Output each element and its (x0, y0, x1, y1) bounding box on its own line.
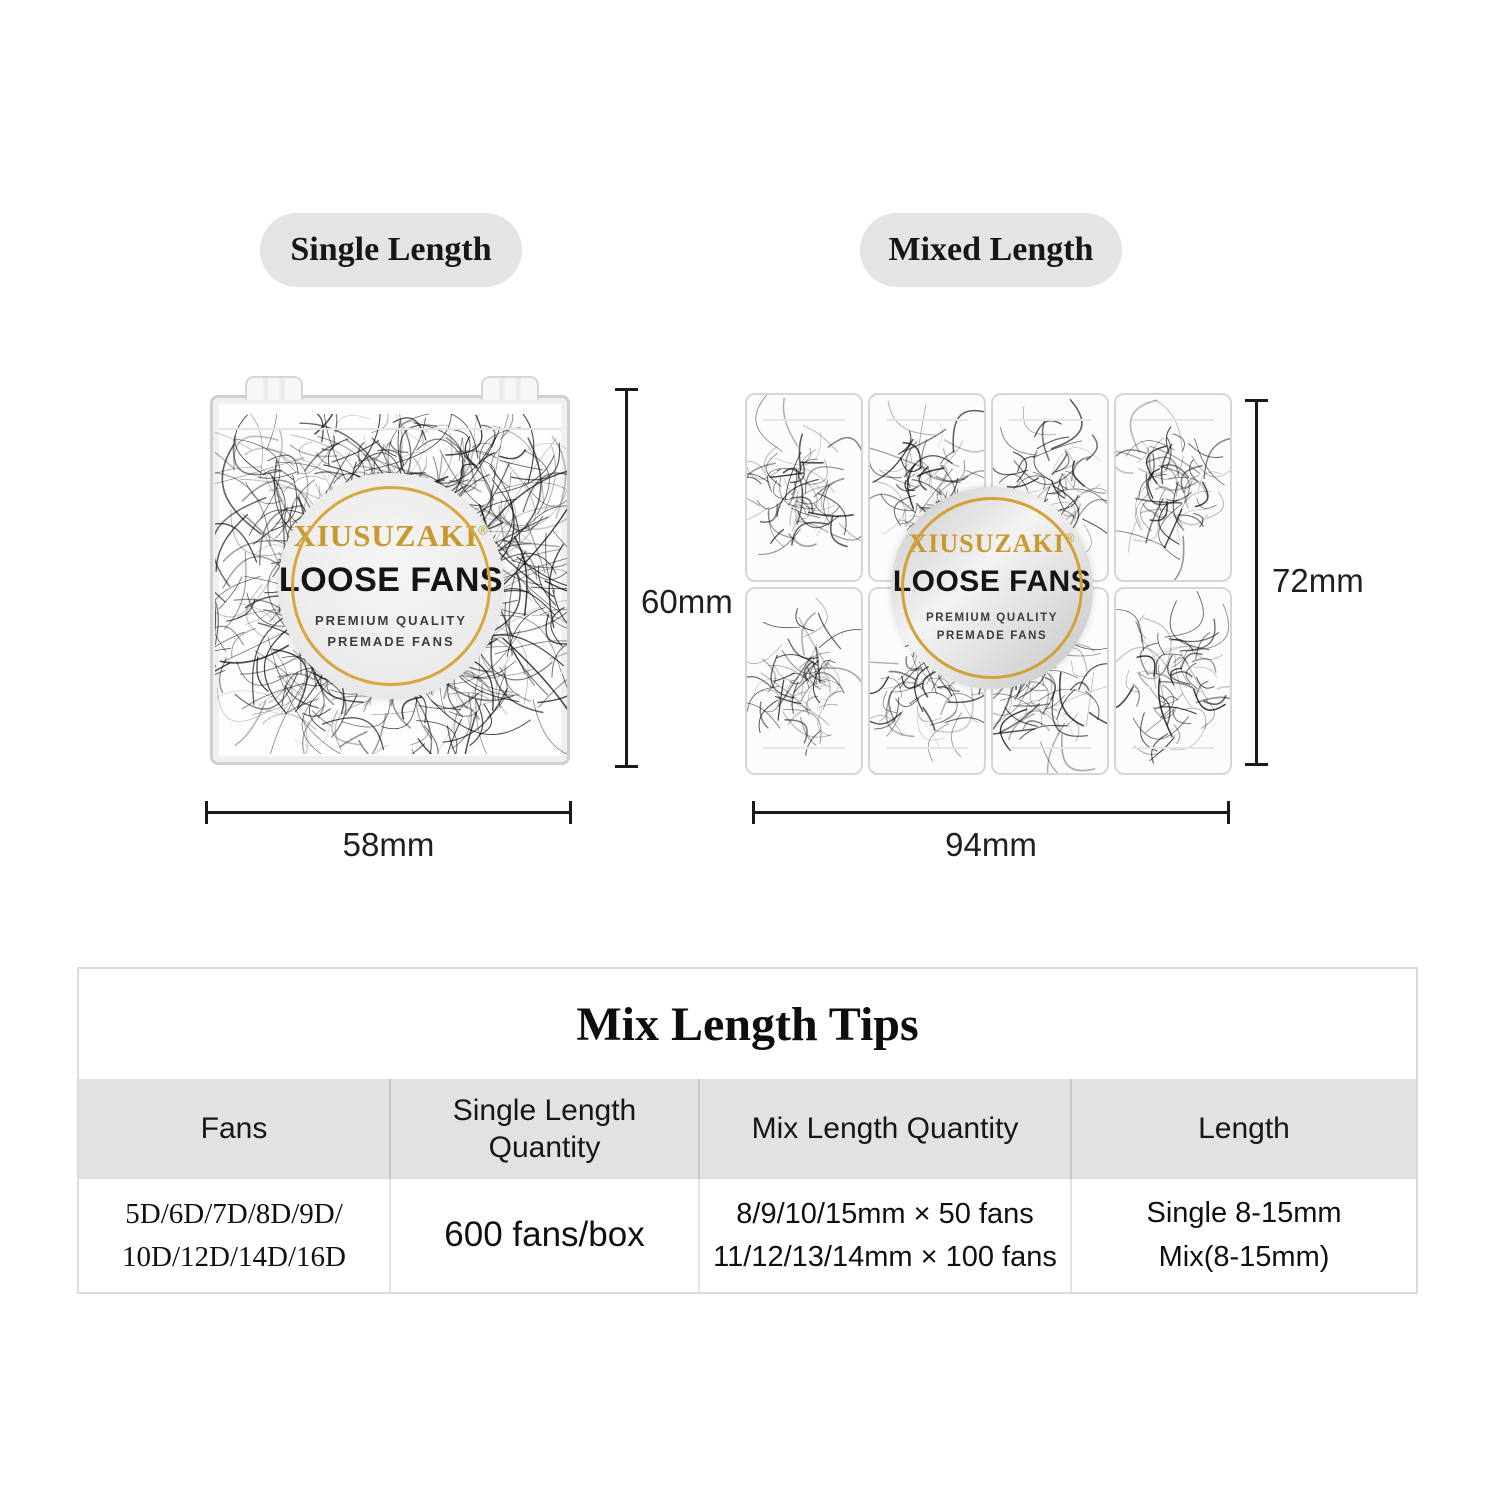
lash-compartment (745, 393, 863, 582)
brand-label (891, 487, 1093, 689)
label-subtitle: PREMIUM QUALITY PREMADE FANS (314, 612, 468, 649)
single-box-height: 60mm (641, 583, 733, 620)
column-header-length: Length (1070, 1079, 1416, 1179)
box-column (1114, 393, 1232, 775)
table-row (79, 1179, 1416, 1292)
cell-length: Single 8-15mm Mix(8-15mm) (1070, 1179, 1416, 1292)
table-title: Mix Length Tips (576, 997, 919, 1051)
box-column (745, 393, 863, 775)
brand-name: XIUSUZAKI® (908, 528, 1076, 558)
single-box-width: 58mm (342, 826, 435, 863)
lash-compartment (1114, 393, 1232, 582)
cell-fans: 5D/6D/7D/8D/9D/ 10D/12D/14D/16D (122, 1198, 346, 1273)
registered-trademark: ® (478, 522, 489, 538)
brand-label (278, 473, 504, 699)
mixed-length-badge: Mixed Length (860, 213, 1122, 287)
product-name: LOOSE FANS (892, 564, 1092, 598)
column-header-mix-length-quantity: Mix Length Quantity (698, 1079, 1070, 1179)
box-hinge-icon (245, 376, 303, 400)
mix-length-tips-table (77, 967, 1418, 1294)
width-dimension-line (752, 811, 1230, 814)
mixed-box-width: 94mm (945, 826, 1037, 863)
brand-name: XIUSUZAKI® (293, 517, 489, 553)
box-hinge-icon (481, 376, 539, 400)
height-dimension-line (625, 388, 628, 768)
height-dimension-line (1255, 399, 1258, 766)
product-name: LOOSE FANS (278, 560, 504, 599)
cell-single-length-quantity: 600 fans/box (389, 1179, 698, 1292)
mixed-box-height: 72mm (1272, 562, 1364, 599)
lash-compartment (1114, 587, 1232, 776)
label-subtitle: PREMIUM QUALITY PREMADE FANS (926, 611, 1058, 642)
table-header-row (79, 1079, 1416, 1179)
column-header-single-length-quantity: Single Length Quantity (389, 1079, 698, 1179)
cell-mix-length-quantity: 8/9/10/15mm × 50 fans 11/12/13/14mm × 100 fans (698, 1179, 1070, 1292)
single-length-badge: Single Length (260, 213, 522, 287)
column-header-fans: Fans (200, 1112, 268, 1146)
registered-trademark: ® (1064, 529, 1076, 545)
width-dimension-line (205, 811, 572, 814)
lash-compartment (745, 587, 863, 776)
